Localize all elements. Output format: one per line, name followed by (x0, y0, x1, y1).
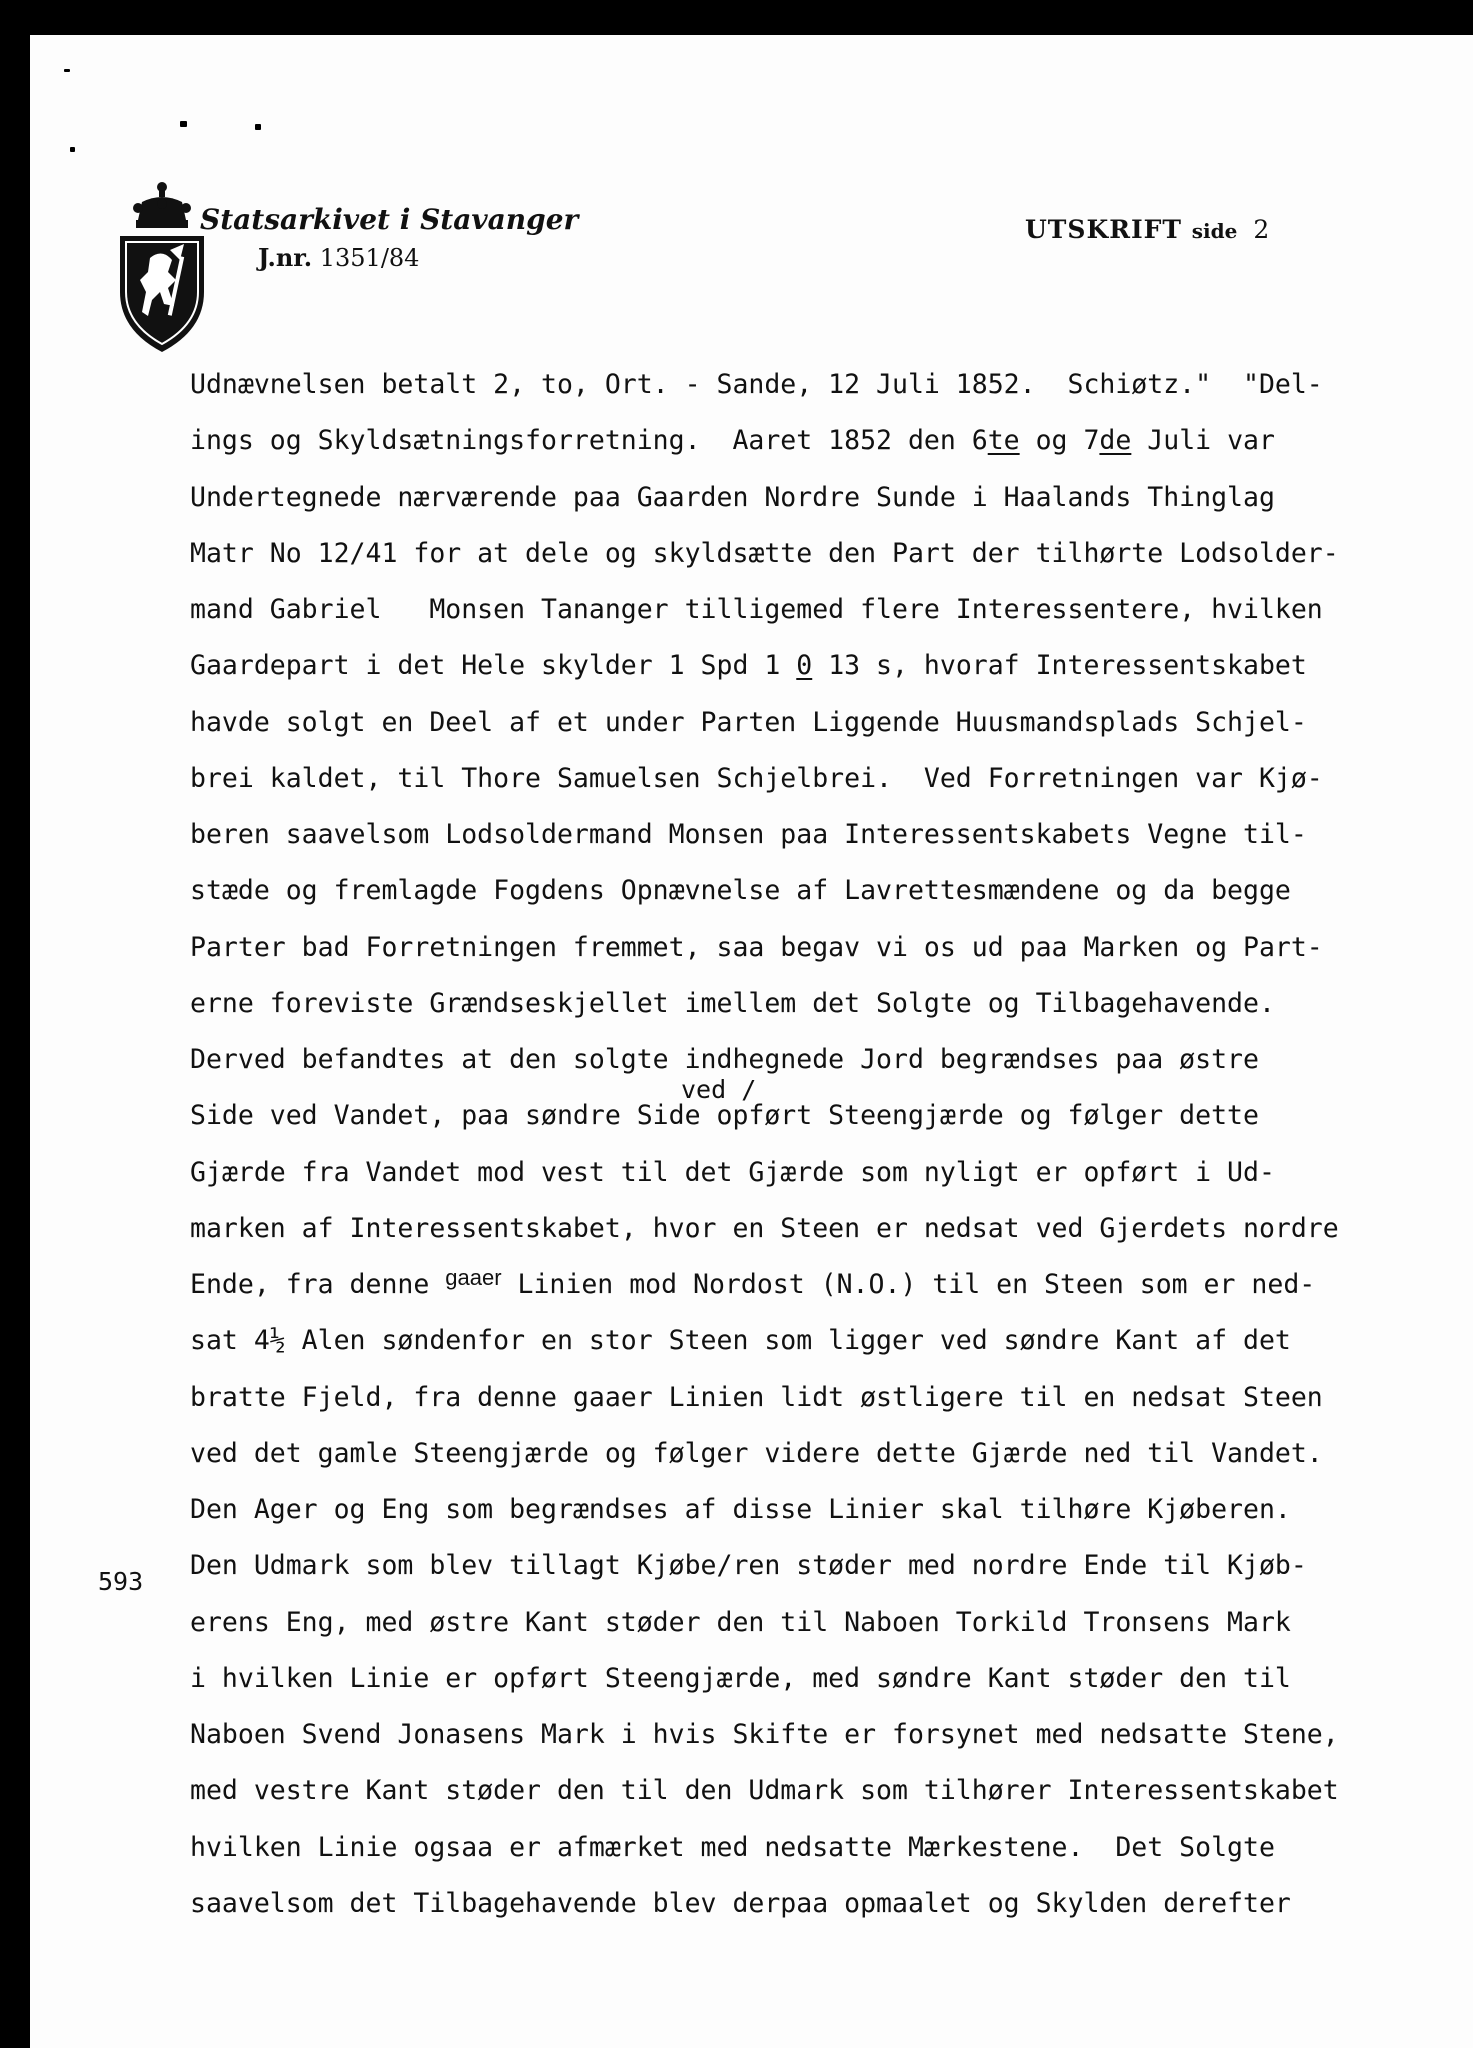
line-text: sat 4½ Alen søndenfor en stor Steen som ligger ved søndre Kant af det (190, 1325, 1291, 1356)
text-line (190, 1321, 1291, 1361)
text-line (190, 590, 1323, 630)
handwritten-insertion: gaaer (445, 1265, 502, 1290)
margin-number: 593 (98, 1567, 144, 1596)
line-text: Gjærde fra Vandet mod vest til det Gjærde som nyligt er opført i Ud- (190, 1157, 1275, 1188)
line-text: 13 s, hvoraf Interessentskabet (812, 650, 1307, 681)
line-text: Parter bad Forretningen fremmet, saa begav vi os ud paa Marken og Part- (190, 932, 1323, 963)
journal-number: 1351/84 (319, 244, 420, 272)
text-line (190, 815, 1307, 855)
text-line (190, 759, 1323, 799)
text-line (190, 703, 1307, 743)
text-line (190, 534, 1339, 574)
line-text: stæde og fremlagde Fogdens Opnævnelse af Lavrettesmændene og da begge (190, 875, 1291, 906)
line-text: ved det gamle Steengjærde og følger videre dette Gjærde ned til Vandet. (190, 1438, 1323, 1469)
scan-speck (180, 121, 187, 127)
scan-speck (255, 124, 261, 130)
line-text: beren saavelsom Lodsoldermand Monsen paa Interessentskabets Vegne til- (190, 819, 1307, 850)
line-text: Gaardepart i det Hele skylder 1 Spd 1 (190, 650, 797, 681)
line-text: erens Eng, med østre Kant støder den til Naboen Torkild Tronsens Mark (190, 1607, 1291, 1638)
text-line (190, 646, 1307, 686)
line-text: Side ved Vandet, paa søndre Side opført Steengjærde og følger dette (190, 1100, 1259, 1131)
line-text: Den Ager og Eng som begrændses af disse Linier skal tilhøre Kjøberen. (190, 1494, 1291, 1525)
text-line (190, 1715, 1339, 1755)
text-line (190, 1884, 1291, 1924)
text-line (190, 1828, 1275, 1868)
line-text: Undertegnede nærværende paa Gaarden Nordre Sunde i Haalands Thinglag (190, 482, 1275, 513)
text-line (190, 1659, 1291, 1699)
line-text: Naboen Svend Jonasens Mark i hvis Skifte er forsynet med nedsatte Stene, (190, 1719, 1339, 1750)
line-text: Derved befandtes at den solgte indhegnede Jord begrændses paa østre (190, 1044, 1259, 1075)
line-text: hvilken Linie ogsaa er afmærket med nedsatte Mærkestene. Det Solgte (190, 1832, 1275, 1863)
text-line (190, 1546, 1307, 1586)
line-text: mand Gabriel Monsen Tananger tilligemed flere Interessentere, hvilken (190, 594, 1323, 625)
line-text: Juli var (1131, 425, 1275, 456)
line-text: og 7 (1019, 425, 1100, 456)
text-line (190, 871, 1291, 911)
text-line (190, 1603, 1291, 1643)
transcript-label: UTSKRIFT (1025, 215, 1183, 244)
text-line (190, 1209, 1339, 1249)
text-line (190, 1096, 1259, 1136)
line-text: Udnævnelsen betalt 2, to, Ort. - Sande, 12 Juli 1852. Schiøtz." "Del- (190, 369, 1323, 400)
text-line (190, 1434, 1323, 1474)
transcript-header (1025, 215, 1270, 244)
scan-speck (70, 147, 75, 152)
line-text: bratte Fjeld, fra denne gaaer Linien lidt østligere til en nedsat Steen (190, 1382, 1323, 1413)
text-line (190, 928, 1323, 968)
line-text: marken af Interessentskabet, hvor en Steen er nedsat ved Gjerdets nordre (190, 1213, 1339, 1244)
text-line (190, 1378, 1323, 1418)
text-line (190, 984, 1275, 1024)
ordinal-suffix: te (987, 425, 1020, 456)
scan-speck (64, 69, 70, 72)
line-text: Matr No 12/41 for at dele og skyldsætte den Part der tilhørte Lodsolder- (190, 538, 1339, 569)
archive-name: Statsarkivet i Stavanger (200, 203, 579, 236)
ordinal-suffix: de (1099, 425, 1132, 456)
line-text: ings og Skyldsætningsforretning. Aaret 1852 den 6 (190, 425, 988, 456)
journal-number-line (258, 243, 419, 272)
text-line (190, 421, 1275, 461)
line-text: Linien mod Nordost (N.O.) til en Steen som er ned- (501, 1269, 1316, 1300)
text-line (190, 1771, 1339, 1811)
text-line (190, 478, 1275, 518)
text-line (190, 1490, 1291, 1530)
line-text: havde solgt en Deel af et under Parten Liggende Huusmandsplads Schjel- (190, 707, 1307, 738)
line-text: erne foreviste Grændseskjellet imellem det Solgte og Tilbagehavende. (190, 988, 1275, 1019)
coat-of-arms-icon (114, 180, 210, 355)
journal-label: J.nr. (258, 243, 313, 272)
line-text: Den Udmark som blev tillagt Kjøbe/ren støder med nordre Ende til Kjøb- (190, 1550, 1307, 1581)
text-line (190, 1040, 1259, 1080)
underlined-value: 0 (796, 650, 813, 681)
line-text: brei kaldet, til Thore Samuelsen Schjelbrei. Ved Forretningen var Kjø- (190, 763, 1323, 794)
line-text: saavelsom det Tilbagehavende blev derpaa opmaalet og Skylden derefter (190, 1888, 1291, 1919)
text-line (190, 1265, 1315, 1305)
text-line (190, 1153, 1275, 1193)
text-line (190, 365, 1323, 405)
side-label: side (1191, 219, 1238, 243)
insertion-note: ved / (681, 1075, 757, 1104)
line-text: med vestre Kant støder den til den Udmark som tilhører Interessentskabet (190, 1775, 1339, 1806)
document-page (30, 35, 1473, 2048)
page-number: 2 (1253, 215, 1271, 244)
line-text: i hvilken Linie er opført Steengjærde, med søndre Kant støder den til (190, 1663, 1291, 1694)
line-text: Ende, fra denne (190, 1269, 446, 1300)
